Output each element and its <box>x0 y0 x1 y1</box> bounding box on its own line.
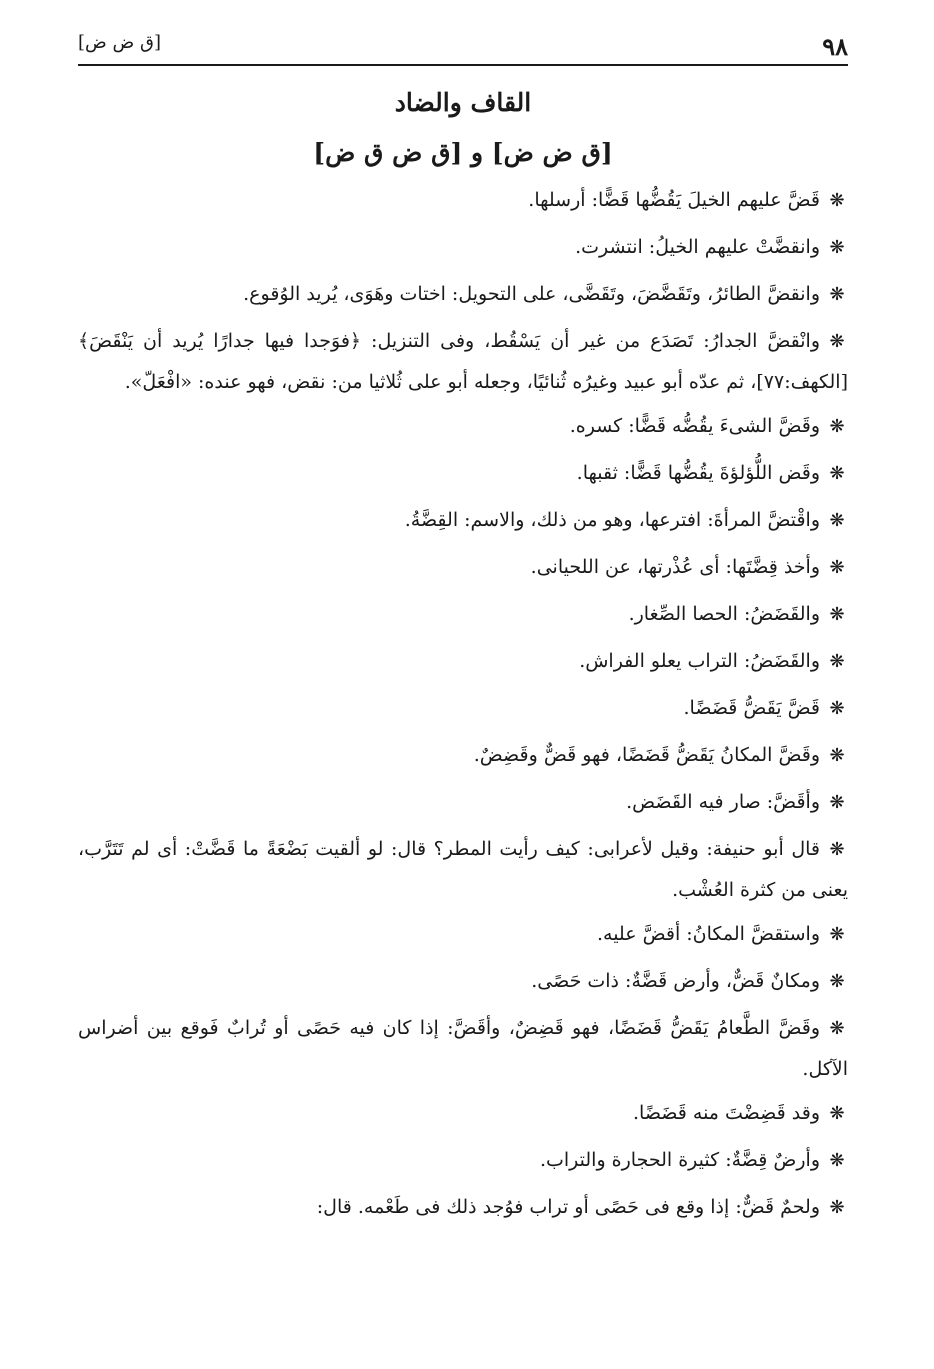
section-subtitle: [ق ض ض] و [ق ض ق ض] <box>313 138 613 167</box>
entry-text: وانقضَّ الطائرُ، وتَقَضَّضَ، وتَقَضَّى، على التحويل: اختات وهَوَى، يُريد الوُقوع. <box>243 283 820 305</box>
entry <box>78 961 848 1002</box>
entry-text: وانقضَّتْ عليهم الخيلُ: انتشرت. <box>575 236 820 258</box>
entry <box>78 1008 848 1089</box>
asterism-icon: ❋ <box>829 1197 845 1218</box>
entry-text: وقَضَّ الطَّعامُ يَقَضُّ قَضَضًا، فهو قَضِضٌ، وأقَضَّ: إذا كان فيه حَصًى أو تُرابٌ فَوقع بين أضراس الآكل. <box>78 1017 848 1080</box>
entry-text: وقَضَّ الشىءَ يقُضُّه قَضًّا: كسره. <box>569 415 820 437</box>
asterism-icon: ❋ <box>829 839 845 860</box>
asterism-icon: ❋ <box>829 331 845 352</box>
entry-text: وقد قَضِضْتَ منه قَضَضًا. <box>632 1102 820 1124</box>
entry-text: والقَضَضُ: التراب يعلو الفراش. <box>579 650 820 672</box>
asterism-icon: ❋ <box>829 284 845 305</box>
entry-text: وأرضٌ قِضَّةٌ: كثيرة الحجارة والتراب. <box>539 1149 820 1171</box>
entry <box>78 547 848 588</box>
running-head-root: [ق ض ض] <box>78 32 161 53</box>
entry <box>78 829 848 910</box>
entry <box>78 500 848 541</box>
entry <box>78 453 848 494</box>
page-number: ٩٨ <box>822 32 848 61</box>
asterism-icon: ❋ <box>829 190 845 211</box>
entry-text: واقْتضَّ المرأةَ: افترعها، وهو من ذلك، والاسم: القِضَّةُ. <box>404 509 820 531</box>
entry-text: وانْقضَّ الجدارُ: تَصَدَع من غير أن يَسْقُط، وفى التنزيل: ﴿فوَجدا فيها جدارًا يُريد أن يَنْقَضَ﴾ [الكهف:٧٧]، ثم عدّه أبو عبيد وغيرُه ثُنائيًا، وجعله أبو على ثُلاثيا من: نقض، فهو عنده: «افْعَلّ». <box>78 330 848 393</box>
entry <box>78 782 848 823</box>
section-title: القاف والضاد <box>394 88 532 117</box>
entry-text: وأقَضَّ: صار فيه القَضَض. <box>626 791 820 813</box>
entry <box>78 227 848 268</box>
asterism-icon: ❋ <box>829 651 845 672</box>
asterism-icon: ❋ <box>829 510 845 531</box>
asterism-icon: ❋ <box>829 792 845 813</box>
asterism-icon: ❋ <box>829 745 845 766</box>
entry <box>78 406 848 447</box>
entry-text: وقَض اللُّؤلؤةَ يقُضُّها قَضًّا: ثقبها. <box>576 462 820 484</box>
asterism-icon: ❋ <box>829 1150 845 1171</box>
entry <box>78 274 848 315</box>
entries-list <box>78 180 848 1234</box>
entry <box>78 594 848 635</box>
entry-text: والقَضَضُ: الحصا الصِّغار. <box>628 603 820 625</box>
entry-text: قال أبو حنيفة: وقيل لأعرابى: كيف رأيت المطر؟ قال: لو ألقيت بَضْعَةً ما قَضَّتْ: أى لم تَتَرَّب، يعنى من كثرة العُشْب. <box>78 838 848 901</box>
asterism-icon: ❋ <box>829 698 845 719</box>
entry <box>78 914 848 955</box>
asterism-icon: ❋ <box>829 1018 845 1039</box>
asterism-icon: ❋ <box>829 463 845 484</box>
entry-text: قَضَّ يَقَضُّ قَضَضًا. <box>683 697 820 719</box>
asterism-icon: ❋ <box>829 1103 845 1124</box>
entry-text: وأخذ قِضَّتَها: أى عُذْرتها، عن اللحيانى. <box>530 556 820 578</box>
entry <box>78 180 848 221</box>
asterism-icon: ❋ <box>829 416 845 437</box>
entry <box>78 735 848 776</box>
entry <box>78 641 848 682</box>
entry <box>78 1187 848 1228</box>
entry <box>78 1140 848 1181</box>
asterism-icon: ❋ <box>829 971 845 992</box>
running-head <box>78 30 848 64</box>
entry-text: قَضَّ عليهم الخيلَ يَقُضُّها قَضًّا: أرسلها. <box>528 189 820 211</box>
entry-text: ولحمٌ قَضٌّ: إذا وقع فى حَصًى أو تراب فوُجد ذلك فى طَعْمه. قال: <box>316 1196 820 1218</box>
asterism-icon: ❋ <box>829 604 845 625</box>
asterism-icon: ❋ <box>829 237 845 258</box>
entry <box>78 688 848 729</box>
entry-text: وقَضَّ المكانُ يَقَضُّ قَضَضًا، فهو قَضٌّ وقَضِضٌ. <box>473 744 820 766</box>
asterism-icon: ❋ <box>829 557 845 578</box>
header-rule <box>78 64 848 66</box>
entry <box>78 321 848 402</box>
entry-text: ومكانٌ قَضٌّ، وأرض قَضَّةٌ: ذات حَصًى. <box>531 970 820 992</box>
entry <box>78 1093 848 1134</box>
asterism-icon: ❋ <box>829 924 845 945</box>
entry-text: واستقضَّ المكانُ: أقضَّ عليه. <box>596 923 820 945</box>
